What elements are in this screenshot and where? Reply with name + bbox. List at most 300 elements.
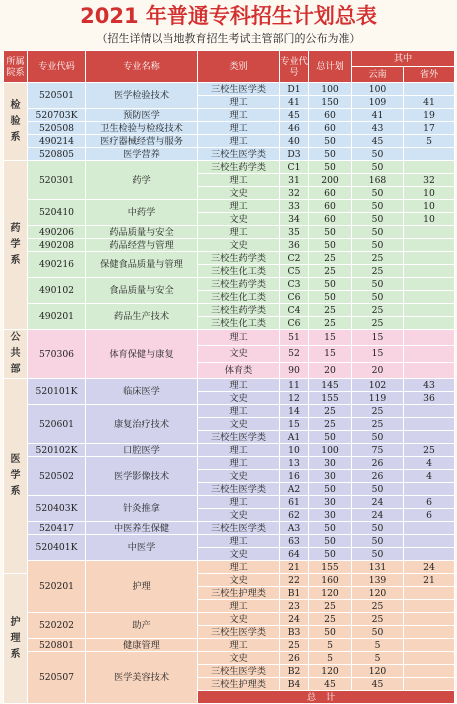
- page-subtitle: （招生详情以当地教育招生考试主管部门的公布为准）: [96, 32, 361, 45]
- major-name-cell: 中药学: [86, 200, 198, 226]
- yunnan-cell: 50: [352, 291, 404, 304]
- total-cell: 200: [309, 174, 352, 187]
- total-cell: 100: [309, 83, 352, 96]
- major-number-cell: 26: [280, 652, 309, 665]
- category-cell: 三校生药学类: [198, 161, 280, 174]
- category-cell: 文史: [198, 239, 280, 252]
- outside-cell: [404, 639, 455, 652]
- category-cell: 三校生医学类: [198, 148, 280, 161]
- major-name-cell: 护理: [86, 561, 198, 613]
- total-cell: 30: [309, 470, 352, 483]
- major-name-cell: 药品质量与安全: [86, 226, 198, 239]
- yunnan-cell: 26: [352, 470, 404, 483]
- category-cell: 三校生医学类: [198, 665, 280, 678]
- major-name-cell: 医学检验技术: [86, 83, 198, 109]
- major-code-cell: 490206: [28, 226, 86, 239]
- major-number-cell: 24: [280, 613, 309, 626]
- table-row: [4, 239, 455, 252]
- major-name-cell: 针灸推拿: [86, 496, 198, 522]
- major-number-cell: C2: [280, 252, 309, 265]
- yunnan-cell: 50: [352, 548, 404, 561]
- category-cell: 三校生化工类: [198, 265, 280, 278]
- outside-cell: [404, 652, 455, 665]
- major-number-cell: 23: [280, 600, 309, 613]
- major-name-cell: 康复治疗技术: [86, 405, 198, 444]
- dept-name: 药学系: [10, 223, 21, 266]
- outside-cell: [404, 362, 455, 378]
- table-row: [4, 457, 455, 470]
- outside-cell: [404, 431, 455, 444]
- major-number-cell: 51: [280, 330, 309, 346]
- total-cell: 50: [309, 522, 352, 535]
- outside-cell: 4: [404, 457, 455, 470]
- yunnan-cell: 25: [352, 304, 404, 317]
- category-cell: 文史: [198, 548, 280, 561]
- header-yunnan: 云南: [352, 67, 404, 83]
- major-code-cell: 520301: [28, 161, 86, 200]
- table-row: [4, 561, 455, 574]
- table-row: [4, 652, 455, 665]
- category-cell: 理工: [198, 561, 280, 574]
- yunnan-cell: 120: [352, 665, 404, 678]
- total-cell: 25: [309, 405, 352, 418]
- outside-cell: [404, 405, 455, 418]
- outside-cell: [404, 483, 455, 496]
- header-total: 总计划: [309, 51, 352, 83]
- category-cell: 理工: [198, 122, 280, 135]
- total-cell: 50: [309, 535, 352, 548]
- category-cell: 三校生医学类: [198, 626, 280, 639]
- total-cell: 60: [309, 213, 352, 226]
- outside-cell: [404, 626, 455, 639]
- outside-cell: 36: [404, 392, 455, 405]
- yunnan-cell: 25: [352, 418, 404, 431]
- major-code-cell: 490216: [28, 252, 86, 278]
- table-row: [4, 135, 455, 148]
- major-code-cell: 520801: [28, 639, 86, 652]
- major-number-cell: C6: [280, 291, 309, 304]
- major-name-cell: 保健食品质量与管理: [86, 252, 198, 278]
- major-code-cell: 520410: [28, 200, 86, 226]
- outside-cell: [404, 278, 455, 291]
- major-number-cell: 45: [280, 109, 309, 122]
- major-name-cell: 中医养生保健: [86, 522, 198, 535]
- major-number-cell: A2: [280, 483, 309, 496]
- total-cell: 155: [309, 392, 352, 405]
- table-row: [4, 200, 455, 213]
- outside-cell: 25: [404, 444, 455, 457]
- outside-cell: 4: [404, 470, 455, 483]
- major-code-cell: 490201: [28, 304, 86, 330]
- major-number-cell: B2: [280, 665, 309, 678]
- major-code-cell: 520703K: [28, 109, 86, 122]
- major-number-cell: B1: [280, 587, 309, 600]
- major-code-cell: 570306: [28, 330, 86, 379]
- dept-name: 医学系: [10, 454, 21, 497]
- yunnan-cell: 50: [352, 431, 404, 444]
- total-cell: 25: [309, 418, 352, 431]
- category-cell: 理工: [198, 109, 280, 122]
- total-cell: 50: [309, 626, 352, 639]
- total-cell: 160: [309, 574, 352, 587]
- total-cell: 120: [309, 587, 352, 600]
- header-outside: 省外: [404, 67, 455, 83]
- major-number-cell: C3: [280, 278, 309, 291]
- dept-cell: [4, 379, 28, 574]
- major-code-cell: 490208: [28, 239, 86, 252]
- category-cell: 理工: [198, 496, 280, 509]
- yunnan-cell: 26: [352, 457, 404, 470]
- table-row: [4, 535, 455, 548]
- major-number-cell: A1: [280, 431, 309, 444]
- yunnan-cell: 25: [352, 317, 404, 330]
- table-row: [4, 161, 455, 174]
- total-cell: 50: [309, 431, 352, 444]
- major-number-cell: C4: [280, 304, 309, 317]
- total-cell: 5: [309, 639, 352, 652]
- yunnan-cell: 109: [352, 96, 404, 109]
- yunnan-cell: 15: [352, 330, 404, 346]
- category-cell: 三校生医学类: [198, 83, 280, 96]
- major-number-cell: 64: [280, 548, 309, 561]
- outside-cell: 10: [404, 213, 455, 226]
- page-title: 2021 年普通专科招生计划总表: [80, 4, 377, 28]
- total-cell: 50: [309, 278, 352, 291]
- table-body: [4, 83, 455, 704]
- dept-name: 护理系: [10, 616, 21, 660]
- yunnan-cell: 15: [352, 346, 404, 362]
- table-row: [4, 148, 455, 161]
- major-code-cell: 520101K: [28, 379, 86, 405]
- category-cell: 理工: [198, 457, 280, 470]
- total-cell: 25: [309, 265, 352, 278]
- outside-cell: [404, 548, 455, 561]
- major-number-cell: 14: [280, 405, 309, 418]
- total-cell: 30: [309, 457, 352, 470]
- outside-cell: 10: [404, 200, 455, 213]
- major-number-cell: 15: [280, 418, 309, 431]
- yunnan-cell: 50: [352, 522, 404, 535]
- major-number-cell: C5: [280, 265, 309, 278]
- yunnan-cell: 25: [352, 405, 404, 418]
- major-number-cell: 36: [280, 239, 309, 252]
- category-cell: 三校生医学类: [198, 483, 280, 496]
- category-cell: 文史: [198, 470, 280, 483]
- major-name-cell: 口腔医学: [86, 444, 198, 457]
- category-cell: 文史: [198, 392, 280, 405]
- major-code-cell: 490214: [28, 135, 86, 148]
- major-name-cell: 医学美容技术: [86, 652, 198, 704]
- table-row: [4, 109, 455, 122]
- total-cell: 45: [309, 678, 352, 691]
- major-name-cell: 食品质量与安全: [86, 278, 198, 304]
- header-major-code: 专业代号: [280, 51, 309, 83]
- total-cell: 30: [309, 509, 352, 522]
- category-cell: 三校生药学类: [198, 278, 280, 291]
- yunnan-cell: 75: [352, 444, 404, 457]
- category-cell: 理工: [198, 96, 280, 109]
- major-number-cell: C1: [280, 161, 309, 174]
- category-cell: 理工: [198, 535, 280, 548]
- category-cell: 理工: [198, 200, 280, 213]
- outside-cell: [404, 613, 455, 626]
- category-cell: 三校生医学类: [198, 431, 280, 444]
- total-cell: 50: [309, 135, 352, 148]
- major-number-cell: C6: [280, 317, 309, 330]
- category-cell: 理工: [198, 600, 280, 613]
- yunnan-cell: 102: [352, 379, 404, 392]
- total-cell: 100: [309, 444, 352, 457]
- major-number-cell: 35: [280, 226, 309, 239]
- major-number-cell: 40: [280, 135, 309, 148]
- yunnan-cell: 24: [352, 509, 404, 522]
- major-number-cell: 52: [280, 346, 309, 362]
- yunnan-cell: 50: [352, 483, 404, 496]
- table-row: [4, 122, 455, 135]
- outside-cell: [404, 304, 455, 317]
- yunnan-cell: 50: [352, 278, 404, 291]
- table-row: [4, 444, 455, 457]
- yunnan-cell: 119: [352, 392, 404, 405]
- category-cell: 体育类: [198, 362, 280, 378]
- yunnan-cell: 25: [352, 252, 404, 265]
- yunnan-cell: 120: [352, 587, 404, 600]
- major-number-cell: 25: [280, 639, 309, 652]
- outside-cell: 6: [404, 496, 455, 509]
- total-cell: 25: [309, 613, 352, 626]
- outside-cell: 19: [404, 109, 455, 122]
- major-number-cell: 90: [280, 362, 309, 378]
- table-row: [4, 522, 455, 535]
- category-cell: 三校生药学类: [198, 304, 280, 317]
- outside-cell: [404, 678, 455, 691]
- dept-name: 公共部: [10, 332, 21, 375]
- table-row: [4, 83, 455, 96]
- major-code-cell: 490102: [28, 278, 86, 304]
- total-cell: 15: [309, 330, 352, 346]
- category-cell: 文史: [198, 574, 280, 587]
- yunnan-cell: 50: [352, 535, 404, 548]
- yunnan-cell: 43: [352, 122, 404, 135]
- total-cell: 50: [309, 239, 352, 252]
- yunnan-cell: 25: [352, 613, 404, 626]
- major-name-cell: 临床医学: [86, 379, 198, 405]
- major-code-cell: 520201: [28, 561, 86, 613]
- category-cell: 理工: [198, 226, 280, 239]
- major-number-cell: 61: [280, 496, 309, 509]
- major-code-cell: 520501: [28, 83, 86, 109]
- major-name-cell: 助产: [86, 613, 198, 639]
- table-row: [4, 405, 455, 418]
- table-row: [4, 226, 455, 239]
- total-label: 总计: [198, 691, 455, 704]
- major-code-cell: 520401K: [28, 535, 86, 561]
- yunnan-cell: 50: [352, 200, 404, 213]
- total-cell: 20: [309, 362, 352, 378]
- outside-cell: [404, 148, 455, 161]
- dept-cell: [4, 330, 28, 379]
- yunnan-cell: 50: [352, 239, 404, 252]
- header-code: 专业代码: [28, 51, 86, 83]
- category-cell: 三校生化工类: [198, 317, 280, 330]
- major-number-cell: 16: [280, 470, 309, 483]
- total-cell: 60: [309, 187, 352, 200]
- yunnan-cell: 168: [352, 174, 404, 187]
- category-cell: 理工: [198, 379, 280, 392]
- major-name-cell: 医学影像技术: [86, 457, 198, 496]
- table-row: [4, 639, 455, 652]
- total-cell: 60: [309, 200, 352, 213]
- category-cell: 文史: [198, 613, 280, 626]
- outside-cell: 21: [404, 574, 455, 587]
- yunnan-cell: 20: [352, 362, 404, 378]
- yunnan-cell: 50: [352, 226, 404, 239]
- table-row: [4, 613, 455, 626]
- major-code-cell: 520508: [28, 122, 86, 135]
- outside-cell: [404, 587, 455, 600]
- outside-cell: [404, 600, 455, 613]
- outside-cell: [404, 418, 455, 431]
- major-code-cell: 520403K: [28, 496, 86, 522]
- major-number-cell: 41: [280, 96, 309, 109]
- yunnan-cell: 50: [352, 626, 404, 639]
- total-cell: 50: [309, 483, 352, 496]
- dept-name: 检验系: [10, 99, 21, 143]
- category-cell: 三校生化工类: [198, 291, 280, 304]
- total-cell: 50: [309, 548, 352, 561]
- total-cell: 5: [309, 652, 352, 665]
- table-row: [4, 496, 455, 509]
- total-cell: 60: [309, 122, 352, 135]
- category-cell: 文史: [198, 346, 280, 362]
- outside-cell: 17: [404, 122, 455, 135]
- major-code-cell: 520507: [28, 652, 86, 704]
- category-cell: 理工: [198, 405, 280, 418]
- total-cell: 145: [309, 379, 352, 392]
- yunnan-cell: 50: [352, 213, 404, 226]
- total-cell: 50: [309, 148, 352, 161]
- major-name-cell: 健康管理: [86, 639, 198, 652]
- major-name-cell: 预防医学: [86, 109, 198, 122]
- total-cell: 50: [309, 226, 352, 239]
- category-cell: 文史: [198, 213, 280, 226]
- outside-cell: 32: [404, 174, 455, 187]
- total-cell: 15: [309, 346, 352, 362]
- category-cell: 理工: [198, 444, 280, 457]
- yunnan-cell: 50: [352, 161, 404, 174]
- outside-cell: [404, 346, 455, 362]
- category-cell: 理工: [198, 639, 280, 652]
- yunnan-cell: 41: [352, 109, 404, 122]
- major-code-cell: 520805: [28, 148, 86, 161]
- major-number-cell: B4: [280, 678, 309, 691]
- category-cell: 文史: [198, 509, 280, 522]
- total-cell: 30: [309, 496, 352, 509]
- dept-cell: [4, 161, 28, 330]
- major-number-cell: B3: [280, 626, 309, 639]
- major-number-cell: 11: [280, 379, 309, 392]
- category-cell: 理工: [198, 174, 280, 187]
- table-row: [4, 252, 455, 265]
- total-cell: 60: [309, 109, 352, 122]
- total-cell: 50: [309, 161, 352, 174]
- outside-cell: 41: [404, 96, 455, 109]
- dept-cell: [4, 574, 28, 704]
- total-cell: 25: [309, 252, 352, 265]
- outside-cell: [404, 252, 455, 265]
- yunnan-cell: 131: [352, 561, 404, 574]
- table-row: [4, 278, 455, 291]
- yunnan-cell: 25: [352, 265, 404, 278]
- dept-cell: [4, 83, 28, 161]
- yunnan-cell: 5: [352, 652, 404, 665]
- outside-cell: [404, 265, 455, 278]
- major-number-cell: 10: [280, 444, 309, 457]
- outside-cell: [404, 330, 455, 346]
- major-code-cell: 520417: [28, 522, 86, 535]
- major-name-cell: 药品经营与管理: [86, 239, 198, 252]
- category-cell: 理工: [198, 330, 280, 346]
- outside-cell: 24: [404, 561, 455, 574]
- category-cell: 文史: [198, 652, 280, 665]
- major-number-cell: 32: [280, 187, 309, 200]
- major-code-cell: 520502: [28, 457, 86, 496]
- total-cell: 155: [309, 561, 352, 574]
- outside-cell: 6: [404, 509, 455, 522]
- header-dept: 所属院系: [4, 51, 28, 83]
- major-number-cell: 12: [280, 392, 309, 405]
- outside-cell: [404, 239, 455, 252]
- major-number-cell: D1: [280, 83, 309, 96]
- major-number-cell: 63: [280, 535, 309, 548]
- major-code-cell: 520102K: [28, 444, 86, 457]
- total-cell: 25: [309, 600, 352, 613]
- outside-cell: 43: [404, 379, 455, 392]
- major-name-cell: 药品生产技术: [86, 304, 198, 330]
- outside-cell: [404, 665, 455, 678]
- outside-cell: [404, 83, 455, 96]
- major-name-cell: 中医学: [86, 535, 198, 561]
- category-cell: 三校生护理类: [198, 587, 280, 600]
- category-cell: 三校生护理类: [198, 678, 280, 691]
- total-cell: 150: [309, 96, 352, 109]
- major-code-cell: 520202: [28, 613, 86, 639]
- header-of-which: 其中: [352, 51, 455, 67]
- major-number-cell: 22: [280, 574, 309, 587]
- outside-cell: [404, 317, 455, 330]
- major-number-cell: 31: [280, 174, 309, 187]
- total-cell: 25: [309, 317, 352, 330]
- major-name-cell: 药学: [86, 161, 198, 200]
- outside-cell: [404, 291, 455, 304]
- total-cell: 25: [309, 304, 352, 317]
- table-row: [4, 379, 455, 392]
- table-row: [4, 330, 455, 346]
- outside-cell: [404, 226, 455, 239]
- category-cell: 文史: [198, 418, 280, 431]
- major-number-cell: 33: [280, 200, 309, 213]
- yunnan-cell: 45: [352, 135, 404, 148]
- major-name-cell: 医疗器械经营与服务: [86, 135, 198, 148]
- yunnan-cell: 50: [352, 187, 404, 200]
- header-category: 类别: [198, 51, 280, 83]
- yunnan-cell: 45: [352, 678, 404, 691]
- yunnan-cell: 24: [352, 496, 404, 509]
- enrollment-plan-table: [3, 50, 455, 704]
- yunnan-cell: 139: [352, 574, 404, 587]
- total-cell: 50: [309, 291, 352, 304]
- major-number-cell: A3: [280, 522, 309, 535]
